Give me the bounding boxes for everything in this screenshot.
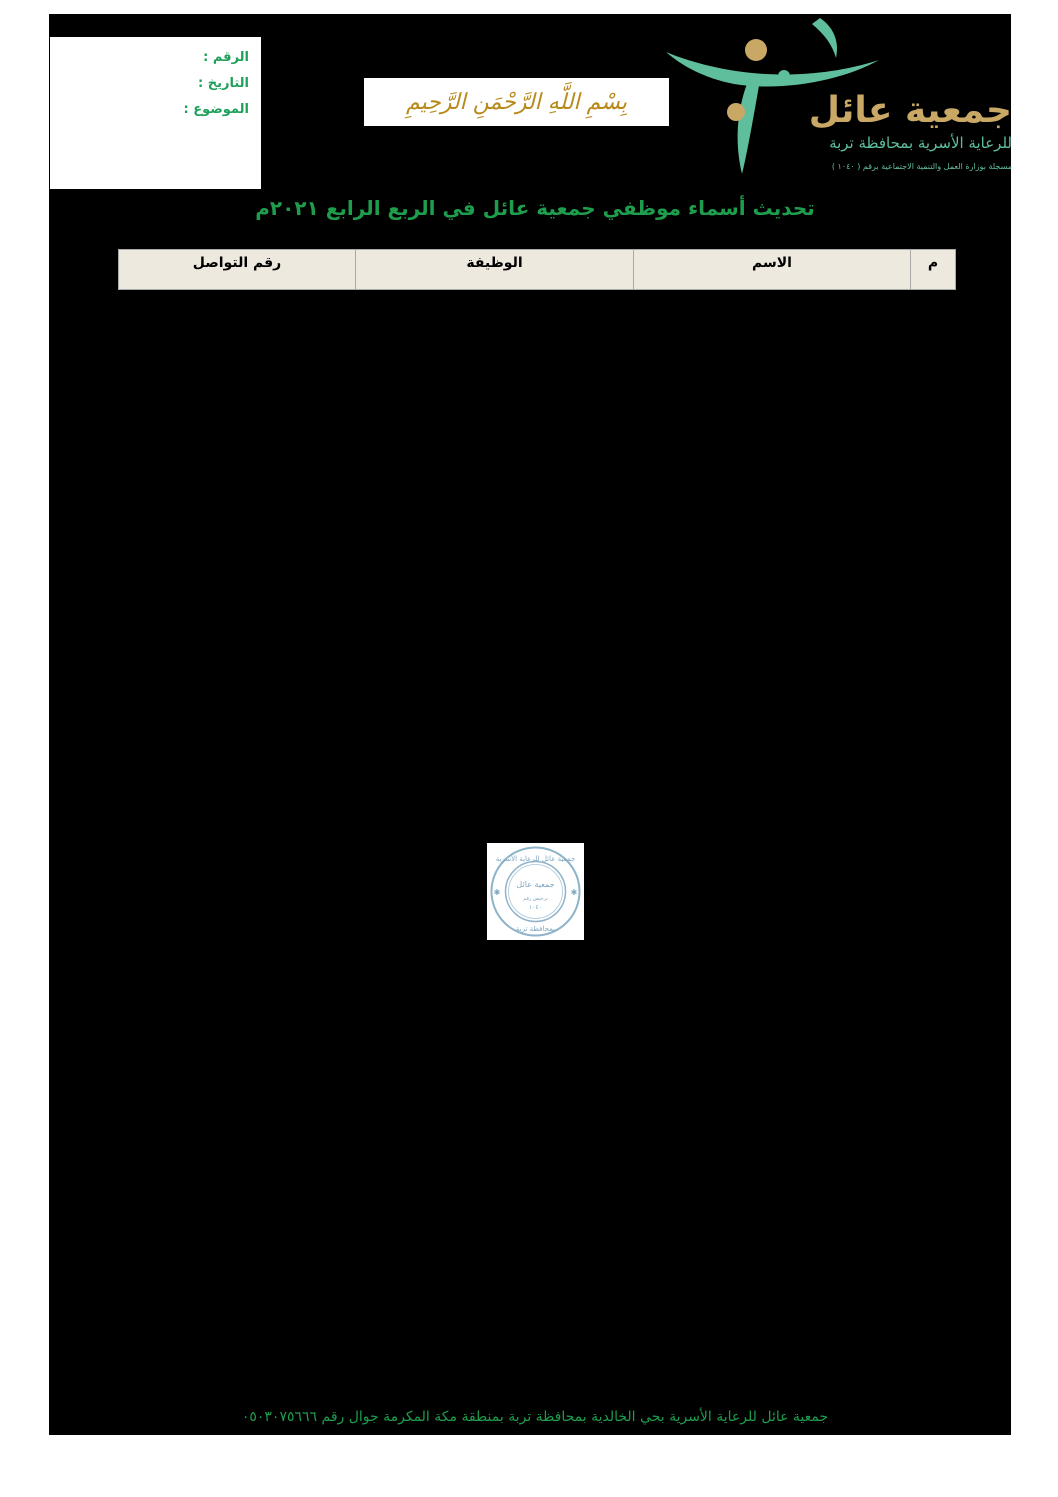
svg-text:ترخيص رقم: ترخيص رقم [523, 896, 548, 902]
reference-date-label: التاريخ : [198, 76, 249, 91]
svg-text:✱: ✱ [570, 888, 578, 897]
logo-subtitle: للرعاية الأسرية بمحافظة تربة [829, 134, 1012, 152]
reference-number-label: الرقم : [203, 50, 249, 65]
svg-text:جمعية عائل للرعاية الأسرية: جمعية عائل للرعاية الأسرية [495, 855, 576, 863]
svg-text:جمعية عائل: جمعية عائل [516, 880, 555, 889]
stamp-seal-icon [487, 843, 584, 940]
document-title: تحديث أسماء موظفي جمعية عائل في الربع الرابع ٢٠٢١م [255, 196, 815, 220]
column-header-index: م [911, 250, 956, 290]
reference-subject-label: الموضوع : [183, 102, 249, 117]
reference-box [50, 37, 261, 189]
svg-text:✱: ✱ [493, 888, 501, 897]
association-logo [664, 14, 1014, 179]
column-header-name: الاسم [634, 250, 911, 290]
logo-name: جمعية عائل [808, 90, 1012, 131]
page-background [49, 14, 1011, 1435]
basmala-banner [364, 78, 669, 126]
staff-table [118, 249, 956, 290]
svg-text:١٠٤٠: ١٠٤٠ [529, 904, 542, 911]
official-stamp [487, 843, 584, 940]
basmala-text: بِسْمِ اللَّهِ الرَّحْمَنِ الرَّحِيمِ [405, 89, 628, 115]
column-header-position: الوظيفة [356, 250, 634, 290]
table-header-row [119, 250, 956, 290]
footer-address: جمعية عائل للرعاية الأسرية بحي الخالدية بمحافظة تربة بمنطقة مكة المكرمة جوال رقم ٠٥٠٣٠٧٥٦٦٦ [241, 1409, 829, 1425]
column-header-contact: رقم التواصل [119, 250, 356, 290]
logo-registration: مسجلة بوزارة العمل والتنمية الاجتماعية برقم ( ١٠٤٠ ) [831, 162, 1012, 171]
svg-text:بمحافظة تربة: بمحافظة تربة [515, 925, 556, 933]
